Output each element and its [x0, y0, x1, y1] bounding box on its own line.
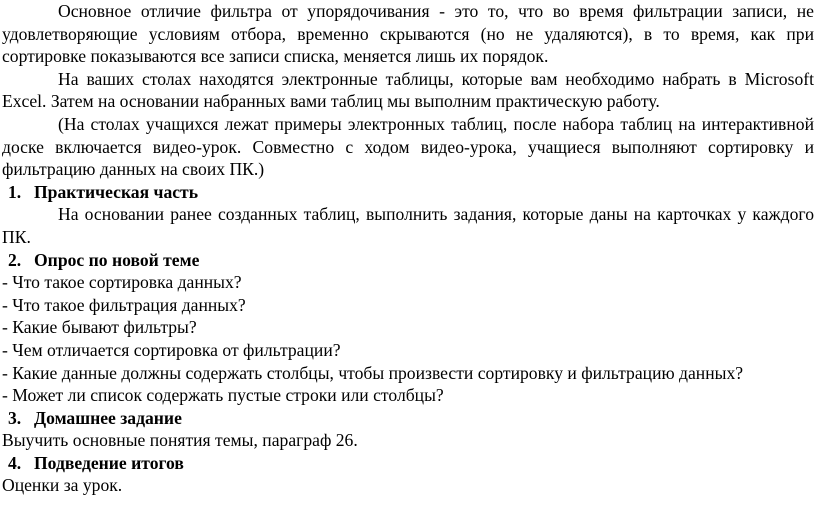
section-number: 3.	[8, 407, 22, 428]
section-heading-practical	[2, 181, 814, 204]
paragraph-filter-vs-sort: Основное отличие фильтра от упорядочивания - это то, что во время фильтрации записи, не удовлетворяющие условиям отбора, временно скрываются (но не удаляются), в то время, как при сортировке показываются все записи списка, меняется лишь их порядок.	[2, 1, 814, 67]
question-item: - Может ли список содержать пустые строки или столбцы?	[2, 385, 444, 406]
section-number: 2.	[8, 249, 22, 270]
paragraph-homework: Выучить основные понятия темы, параграф 26.	[2, 430, 358, 451]
paragraph-video-lesson: (На столах учащихся лежат примеры электронных таблиц, после набора таблиц на интерактивной доске включается видео-урок. Совместно с ходом видео-урока, учащиеся выполняют сортировку и фильтрацию данных на своих ПК.)	[2, 113, 814, 180]
section-title: Практическая часть	[34, 181, 198, 202]
section-heading-homework	[2, 407, 814, 430]
section-title: Опрос по новой теме	[34, 249, 200, 270]
question-item: - Что такое фильтрация данных?	[2, 294, 246, 315]
document-page	[2, 0, 814, 497]
section-heading-summary	[2, 452, 814, 475]
paragraph-grades: Оценки за урок.	[2, 475, 123, 496]
question-item: - Что такое сортировка данных?	[2, 272, 242, 293]
section-heading-survey	[2, 249, 814, 272]
section-number: 4.	[8, 452, 22, 473]
section-title: Домашнее задание	[34, 407, 182, 428]
question-item: - Какие данные должны содержать столбцы, чтобы произвести сортировку и фильтрацию данных?	[2, 362, 744, 383]
question-item: - Какие бывают фильтры?	[2, 317, 197, 338]
paragraph-tables-intro: На ваших столах находятся электронные таблицы, которые вам необходимо набрать в Microsoft Excel. Затем на основании набранных вами таблиц мы выполним практическую работу.	[2, 68, 814, 112]
question-item: - Чем отличается сортировка от фильтрации?	[2, 339, 341, 360]
section-title: Подведение итогов	[34, 452, 184, 473]
section-number: 1.	[8, 181, 22, 202]
paragraph-practical-task: На основании ранее созданных таблиц, выполнить задания, которые даны на карточках у каждого ПК.	[2, 204, 814, 247]
